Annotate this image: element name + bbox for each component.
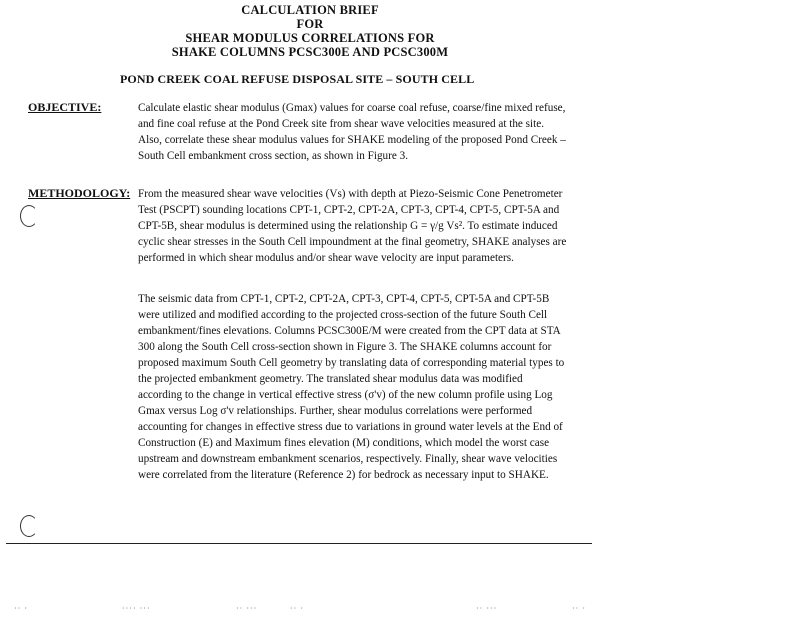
- scan-artifact: ·· ···: [236, 604, 258, 613]
- page-divider: [6, 543, 592, 544]
- objective-paragraph: Calculate elastic shear modulus (Gmax) values for coarse coal refuse, coarse/fine mixed refuse, and fine coal refuse at the Pond Creek site from shear wave velocities measured at the site. Also, correlate these shear modulus values for SHAKE modeling of the proposed Pond Creek – South Cell embankment cross section, as shown in Figure 3.: [138, 102, 566, 162]
- brief-title-line-3: SHEAR MODULUS CORRELATIONS FOR: [185, 31, 435, 45]
- site-title: POND CREEK COAL REFUSE DISPOSAL SITE – SOUTH CELL: [120, 72, 475, 86]
- scan-artifact: ···· ···: [122, 604, 151, 613]
- scan-artifact: ·· ·: [14, 604, 28, 613]
- punch-hole-mark-icon: [20, 515, 38, 537]
- methodology-label: METHODOLOGY:: [28, 186, 131, 200]
- methodology-text-1: [138, 186, 568, 266]
- methodology-paragraph-1: From the measured shear wave velocities (Vs) with depth at Piezo-Seismic Cone Penetrometer Test (PSCPT) sounding locations CPT-1, CPT-2, CPT-2A, CPT-3, CPT-4, CPT-5, CPT-5A and CPT-5B, shear modulus is determined using the relationship G = γ/g Vs². To estimate induced cyclic shear stresses in the South Cell impoundment at the final geometry, SHAKE analyses are performed in which shear modulus and/or shear wave velocity are input parameters.: [138, 188, 567, 264]
- scan-artifact: ·· ·: [290, 604, 304, 613]
- scan-artifact: ·· ···: [476, 604, 498, 613]
- punch-hole-mark-icon: [20, 205, 38, 227]
- brief-title-line-4: SHAKE COLUMNS PCSC300E AND PCSC300M: [171, 45, 449, 59]
- objective-text: [138, 100, 568, 164]
- methodology-text-2: [138, 291, 568, 483]
- methodology-paragraph-2: The seismic data from CPT-1, CPT-2, CPT-2A, CPT-3, CPT-4, CPT-5, CPT-5A and CPT-5B were utilized and modified according to the projected cross-section of the future South Cell embankment/fines elevations. Columns PCSC300E/M were created from the CPT data at STA 300 along the South Cell cross-section shown in Figure 3. The SHAKE columns account for proposed maximum South Cell geometry by translating data of corresponding material types to the projected embankment geometry. The translated shear modulus data was modified according to the change in vertical effective stress (σ'v) of the new column profile using Log Gmax versus Log σ'v relationships. Further, shear modulus correlations were performed accounting for changes in effective stress due to variations in ground water levels at the End of Construction (E) and Maximum fines elevation (M) conditions, which model the worst case upstream and downstream embankment scenarios, respectively. Finally, shear wave velocities were correlated from the literature (Reference 2) for bedrock as necessary input to SHAKE.: [138, 293, 565, 481]
- brief-title-line-2: FOR: [296, 17, 324, 31]
- objective-label: OBJECTIVE:: [28, 100, 102, 114]
- brief-title-line-1: CALCULATION BRIEF: [241, 3, 379, 17]
- scan-artifact: ·· ·: [572, 604, 586, 613]
